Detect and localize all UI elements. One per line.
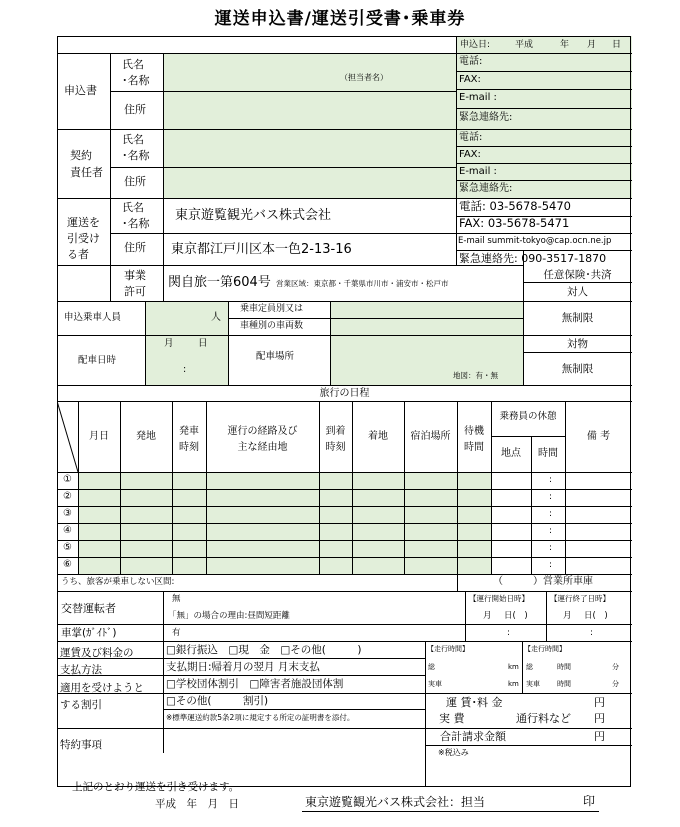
- fill-responsible-name[interactable]: [163, 129, 456, 167]
- time-actual-minutes: 分: [612, 680, 619, 688]
- driver-end-day: 日( ): [584, 611, 608, 621]
- col-rest-point: 地点: [501, 448, 521, 459]
- time-actual-hours: 時間: [557, 680, 571, 688]
- applicant-emergency: 緊急連絡先:: [459, 112, 513, 123]
- discount-options[interactable]: □学校団体割引 □障害者施設団体割: [166, 678, 344, 690]
- insurance-person-label: 対人: [567, 286, 588, 298]
- driver-value: 無: [172, 594, 181, 604]
- vehicle-label: 車種別の車両数: [240, 321, 304, 331]
- dispatch-colon: :: [183, 364, 187, 375]
- map-option: 地図：有・無: [453, 371, 498, 380]
- signature-line: [302, 811, 599, 812]
- footer-accept: 上記のとおり運送を引き受けます。: [72, 781, 240, 793]
- garage-label: （ ）営業所車庫: [493, 576, 593, 587]
- col-route: 運行の経路及び 主な経由地: [227, 426, 298, 453]
- fill-applicant-name[interactable]: [163, 53, 456, 91]
- dispatch-month: 月: [164, 338, 174, 349]
- tolls-label: 通行料など: [516, 712, 571, 725]
- responsible-name-label: 氏名 ･名称: [122, 133, 150, 162]
- driver-reason: 「無」の場合の理由:昼間短距離: [168, 611, 290, 621]
- payment-options[interactable]: □銀行振込 □現 金 □その他( ): [166, 644, 362, 656]
- apply-date-year: 年: [560, 40, 570, 50]
- driver-start-day: 日( ): [504, 611, 528, 621]
- responsible-label: 契約 責任者: [70, 149, 103, 179]
- responsible-address-label: 住所: [124, 175, 146, 188]
- passengers-label: 申込乗車人員: [64, 312, 122, 323]
- tax-note: ※税込み: [438, 748, 469, 757]
- discount-label: 適用を受けようと する割引: [60, 682, 144, 711]
- footer-date: 平成 年 月 日: [155, 798, 239, 810]
- col-lodging: 宿泊場所: [410, 431, 451, 442]
- payment-label: 運賃及び料金の 支払方法: [60, 647, 134, 676]
- fill-applicant-address[interactable]: [163, 91, 456, 129]
- col-waiting: 待機 時間: [464, 426, 484, 453]
- time-total: 総: [526, 663, 533, 671]
- dist-actual-km: km: [508, 680, 519, 688]
- dispatch-place-label: 配車場所: [256, 351, 295, 362]
- driver-start-month: 月: [483, 611, 492, 621]
- tolls-yen: 円: [594, 712, 605, 725]
- rest-time-sep: :: [549, 526, 553, 536]
- insurance-person-value: 無制限: [561, 312, 594, 324]
- discount-other[interactable]: □その他( 割引): [166, 695, 269, 707]
- responsible-emergency: 緊急連絡先:: [459, 183, 513, 194]
- dist-total: 総: [428, 663, 435, 671]
- apply-date-month: 月: [587, 40, 597, 50]
- carrier-emergency: 緊急連絡先: 090-3517-1870: [459, 252, 607, 265]
- applicant-label: 申込書: [64, 84, 97, 97]
- fare-label: 運 賃･料 金: [446, 696, 503, 709]
- total-yen: 円: [594, 730, 605, 743]
- row-num: ③: [63, 508, 72, 519]
- empty-section-label: うち、旅客が乗車しない区間:: [61, 577, 175, 587]
- travel-dist-label: 【走行時間】: [524, 645, 566, 653]
- time-actual: 実車: [526, 680, 540, 688]
- itinerary-title: 旅行の日程: [319, 388, 370, 399]
- dispatch-day: 日: [198, 338, 208, 349]
- time-colon: :: [507, 628, 510, 638]
- payment-due: 支払期日:帰着月の翌月 月末支払: [166, 661, 320, 673]
- driver-end: 【運行終了日時】: [550, 594, 610, 603]
- responsible-fax: FAX:: [459, 149, 481, 160]
- row-num: ①: [63, 474, 72, 485]
- col-date: 月日: [89, 431, 109, 442]
- rest-time-sep: :: [549, 560, 553, 570]
- col-arr-time: 到着 時刻: [325, 426, 346, 453]
- apply-date-day: 日: [612, 40, 622, 50]
- carrier-name: 東京遊覧観光バス株式会社: [175, 208, 332, 223]
- col-destination: 着地: [368, 431, 388, 442]
- carrier-license-label: 事業 許可: [124, 269, 146, 298]
- row-num: ⑥: [63, 559, 72, 570]
- carrier-address: 東京都江戸川区本一色2-13-16: [171, 242, 352, 257]
- travel-time-label: 【走行時間】: [427, 645, 469, 653]
- col-dep-time: 発車 時刻: [179, 426, 199, 453]
- capacity-label: 乗車定員別又は: [240, 304, 304, 314]
- footer-company: 東京遊覧観光バス株式会社：担当: [305, 795, 486, 809]
- rest-time-sep: :: [549, 492, 553, 502]
- time-total-hours: 時間: [557, 663, 571, 671]
- applicant-address-label: 住所: [124, 103, 146, 116]
- col-origin: 発地: [136, 431, 156, 442]
- col-remarks: 備 考: [586, 431, 611, 442]
- rest-time-sep: :: [549, 509, 553, 519]
- applicant-contact-person: （担当者名）: [340, 73, 388, 82]
- dist-total-km: km: [508, 663, 519, 671]
- row-num: ⑤: [63, 542, 72, 553]
- row-num: ②: [63, 491, 72, 502]
- insurance-property-value: 無制限: [561, 363, 594, 375]
- rest-time-sep: :: [549, 475, 553, 485]
- discount-note: ※標準運送約款5条2項に規定する所定の証明書を添付。: [166, 713, 355, 722]
- time-total-minutes: 分: [612, 663, 619, 671]
- fill-dispatch-time[interactable]: [145, 335, 228, 385]
- guide-value: 有: [172, 628, 181, 638]
- fare-yen: 円: [594, 696, 605, 709]
- rest-time-sep: :: [549, 543, 553, 553]
- carrier-name-label: 氏名 ･名称: [122, 201, 150, 230]
- carrier-address-label: 住所: [124, 241, 146, 254]
- fill-responsible-address[interactable]: [163, 167, 456, 198]
- driver-start: 【運行開始日時】: [469, 594, 529, 603]
- carrier-fax: FAX: 03-5678-5471: [459, 216, 570, 230]
- insurance-property-label: 対物: [567, 338, 588, 350]
- footer-seal: 印: [583, 794, 596, 808]
- applicant-fax: FAX:: [459, 74, 481, 85]
- driver-end-month: 月: [563, 611, 572, 621]
- driver-label: 交替運転者: [61, 602, 116, 615]
- dist-actual: 実車: [428, 680, 442, 688]
- col-rest: 乗務員の休憩: [499, 411, 557, 422]
- carrier-label: 運送を 引受け る者: [67, 216, 100, 261]
- apply-date-era: 平成: [515, 40, 534, 50]
- applicant-name-label: 氏名 ･名称: [122, 58, 150, 87]
- insurance-title: 任意保険･共済: [543, 269, 612, 281]
- title: 運送申込書/運送引受書･乗車券: [214, 9, 466, 29]
- carrier-area: 営業区域：東京都・千葉県市川市・浦安市・松戸市: [276, 279, 449, 288]
- row-num: ④: [63, 525, 72, 536]
- carrier-tel: 電話: 03-5678-5470: [459, 199, 571, 213]
- carrier-license-no: 関自旅一第604号: [168, 275, 271, 290]
- actual-cost-label: 実 費: [439, 712, 465, 725]
- carrier-email: E-mail summit-tokyo@cap.ocn.ne.jp: [458, 236, 612, 246]
- col-rest-time: 時間: [538, 448, 558, 459]
- apply-date-label: 申込日:: [460, 40, 491, 50]
- header-diagonal: [57, 401, 79, 472]
- total-label: 合計請求金額: [440, 730, 506, 743]
- applicant-email: E-mail :: [459, 92, 497, 103]
- dispatch-datetime-label: 配車日時: [78, 355, 117, 366]
- responsible-email: E-mail :: [459, 166, 497, 177]
- guide-label: 車掌(ｶﾞｲﾄﾞ): [61, 627, 117, 639]
- applicant-tel: 電話:: [459, 56, 483, 67]
- time-colon: :: [590, 628, 593, 638]
- passengers-unit: 人: [211, 312, 221, 323]
- responsible-tel: 電話:: [459, 132, 483, 143]
- special-label: 特約事項: [60, 739, 102, 751]
